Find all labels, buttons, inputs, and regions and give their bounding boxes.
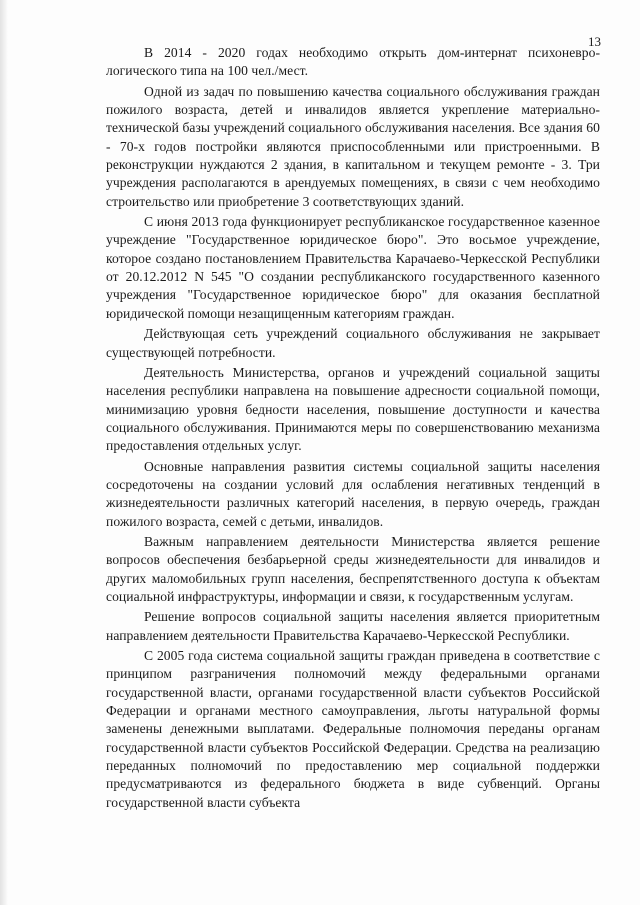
scan-edge-shadow [0, 0, 8, 905]
paragraph: Деятельность Министерства, органов и учреждений социальной защиты населения республики направлена на повышение адресности социальной помощи, минимизацию уровня бедности населения, повышение доступности и качества социального обслуживания. Принимаются меры по совершенствованию механизма предоставления отдельных услуг. [106, 364, 600, 454]
paragraph: С июня 2013 года функционирует республиканское государственное казенное учреждение "Государственное юридическое бюро". Это восьмое учреждение, которое создано постановлением Правительства Карачаево-Черкесской Республики от 20.12.2012 N 545 "О создании республиканского государственного казенного учреждения "Государственное юридическое бюро" для оказания бесплатной юридической помощи незащищенным категориям граждан. [106, 214, 600, 321]
paragraph: Основные направления развития системы социальной защиты населения сосредоточены на создании условий для ослабления негативных тенденций в жизнедеятельности различных категорий населения, в первую очередь, граждан пожилого возраста, семей с детьми, инвалидов. [106, 458, 600, 529]
page-number: 13 [588, 34, 601, 49]
paragraph: В 2014 - 2020 годах необходимо открыть дом-интернат психоневрологического типа на 100 чел./мест. [106, 45, 600, 79]
paragraph: Решение вопросов социальной защиты населения является приоритетным направлением деятельности Правительства Карачаево-Черкесской Республики. [106, 609, 600, 643]
paragraph: С 2005 года система социальной защиты граждан приведена в соответствие с принципом разграничения полномочий между федеральными органами государственной власти, органами государственной власти субъектов Российской Федерации и органами местного самоуправления, льготы натуральной формы заменены денежными выплатами. Федеральные полномочия переданы органам государственной власти субъектов Российской Федерации. Средства на реализацию переданных полномочий по предоставлению мер социальной поддержки предусматриваются из федерального бюджета в виде субвенций. Органы государственной власти субъекта [106, 648, 600, 810]
document-body [106, 44, 600, 814]
paragraph: Важным направлением деятельности Министерства является решение вопросов обеспечения безбарьерной среды жизнедеятельности для инвалидов и других маломобильных групп населения, беспрепятственного доступа к объектам социальной инфраструктуры, информации и связи, к государственным услугам. [106, 533, 600, 604]
paragraph: Действующая сеть учреждений социального обслуживания не закрывает существующей потребности. [106, 326, 600, 360]
paragraph: Одной из задач по повышению качества социального обслуживания граждан пожилого возраста, детей и инвалидов является укрепление материально-технической базы учреждений социального обслуживания населения. Все здания 60 - 70-х годов постройки являются приспособленными или пристроенными. В реконструкции нуждаются 2 здания, в капитальном и текущем ремонте - 3. Три учреждения располагаются в арендуемых помещениях, в связи с чем необходимо строительство или приобретение 3 соответствующих зданий. [106, 83, 600, 209]
